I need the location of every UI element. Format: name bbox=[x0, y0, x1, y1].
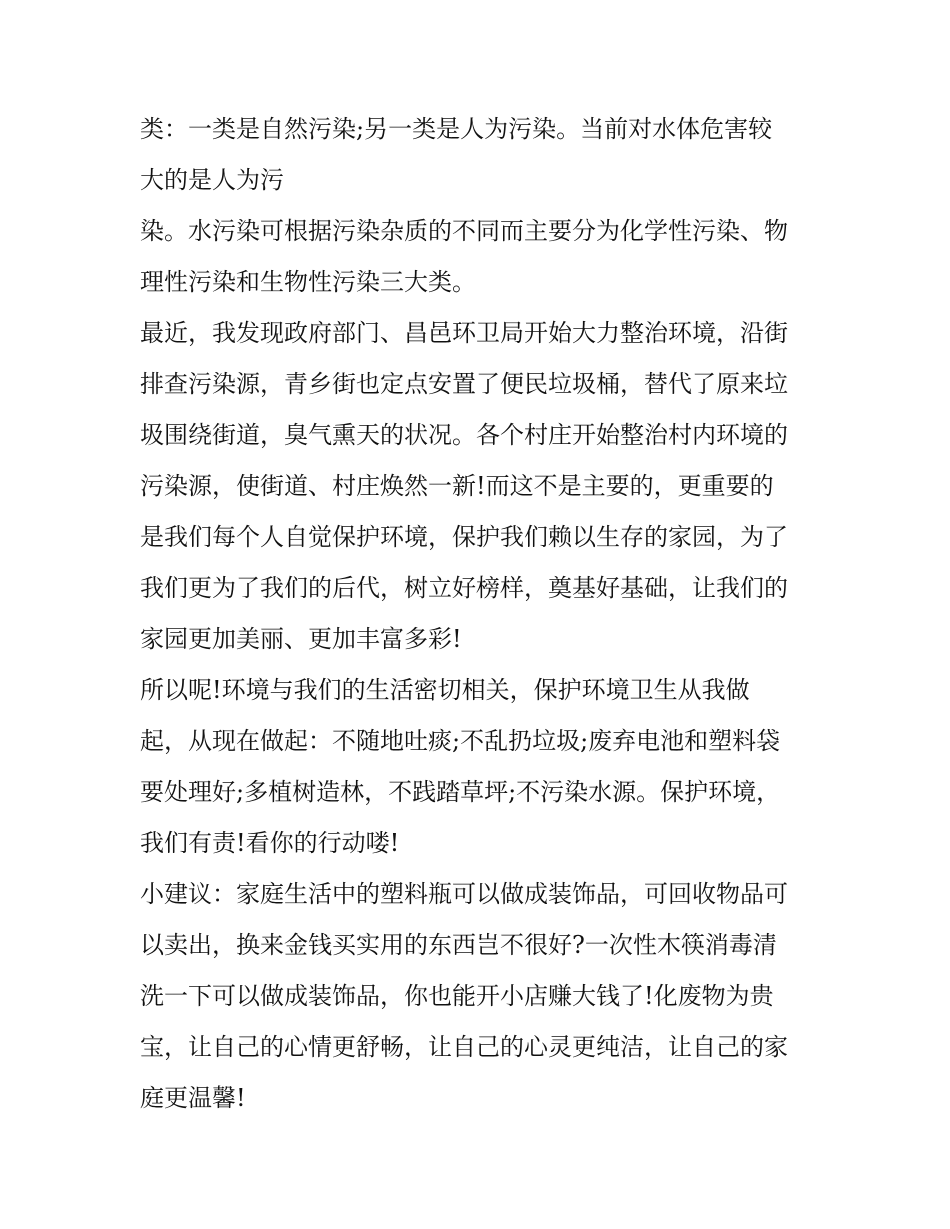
text-line: 所以呢!环境与我们的生活密切相关，保护环境卫生从我做 bbox=[140, 676, 750, 704]
text-line: 宝，让自己的心情更舒畅，让自己的心灵更纯洁，让自己的家 bbox=[140, 1033, 788, 1061]
text-line: 庭更温馨! bbox=[140, 1084, 246, 1112]
text-line: 我们有责!看你的行动喽! bbox=[140, 829, 400, 857]
text-line: 要处理好;多植树造林，不践踏草坪;不污染水源。保护环境， bbox=[140, 778, 781, 806]
text-line: 污染源，使街道、村庄焕然一新!而这不是主要的，更重要的 bbox=[140, 472, 774, 500]
text-line: 理性污染和生物性污染三大类。 bbox=[140, 268, 476, 296]
text-line: 我们更为了我们的后代，树立好榜样，奠基好基础，让我们的 bbox=[140, 574, 788, 602]
text-line: 圾围绕街道，臭气熏天的状况。各个村庄开始整治村内环境的 bbox=[140, 421, 788, 449]
text-line: 最近，我发现政府部门、昌邑环卫局开始大力整治环境，沿街 bbox=[140, 319, 788, 347]
text-line: 以卖出，换来金钱买实用的东西岂不很好?一次性木筷消毒清 bbox=[140, 931, 777, 959]
text-line: 家园更加美丽、更加丰富多彩! bbox=[140, 625, 462, 653]
text-line: 起，从现在做起：不随地吐痰;不乱扔垃圾;废弃电池和塑料袋 bbox=[140, 727, 781, 755]
text-line: 洗一下可以做成装饰品，你也能开小店赚大钱了!化废物为贵 bbox=[140, 982, 774, 1010]
text-line: 染。水污染可根据污染杂质的不同而主要分为化学性污染、物 bbox=[140, 217, 788, 245]
text-line: 小建议：家庭生活中的塑料瓶可以做成装饰品，可回收物品可 bbox=[140, 880, 788, 908]
text-line: 大的是人为污 bbox=[140, 166, 284, 194]
text-line: 类：一类是自然污染;另一类是人为污染。当前对水体危害较 bbox=[140, 115, 773, 143]
text-line: 是我们每个人自觉保护环境，保护我们赖以生存的家园，为了 bbox=[140, 523, 788, 551]
document-body bbox=[140, 104, 820, 1124]
text-line: 排查污染源，青乡街也定点安置了便民垃圾桶，替代了原来垃 bbox=[140, 370, 788, 398]
